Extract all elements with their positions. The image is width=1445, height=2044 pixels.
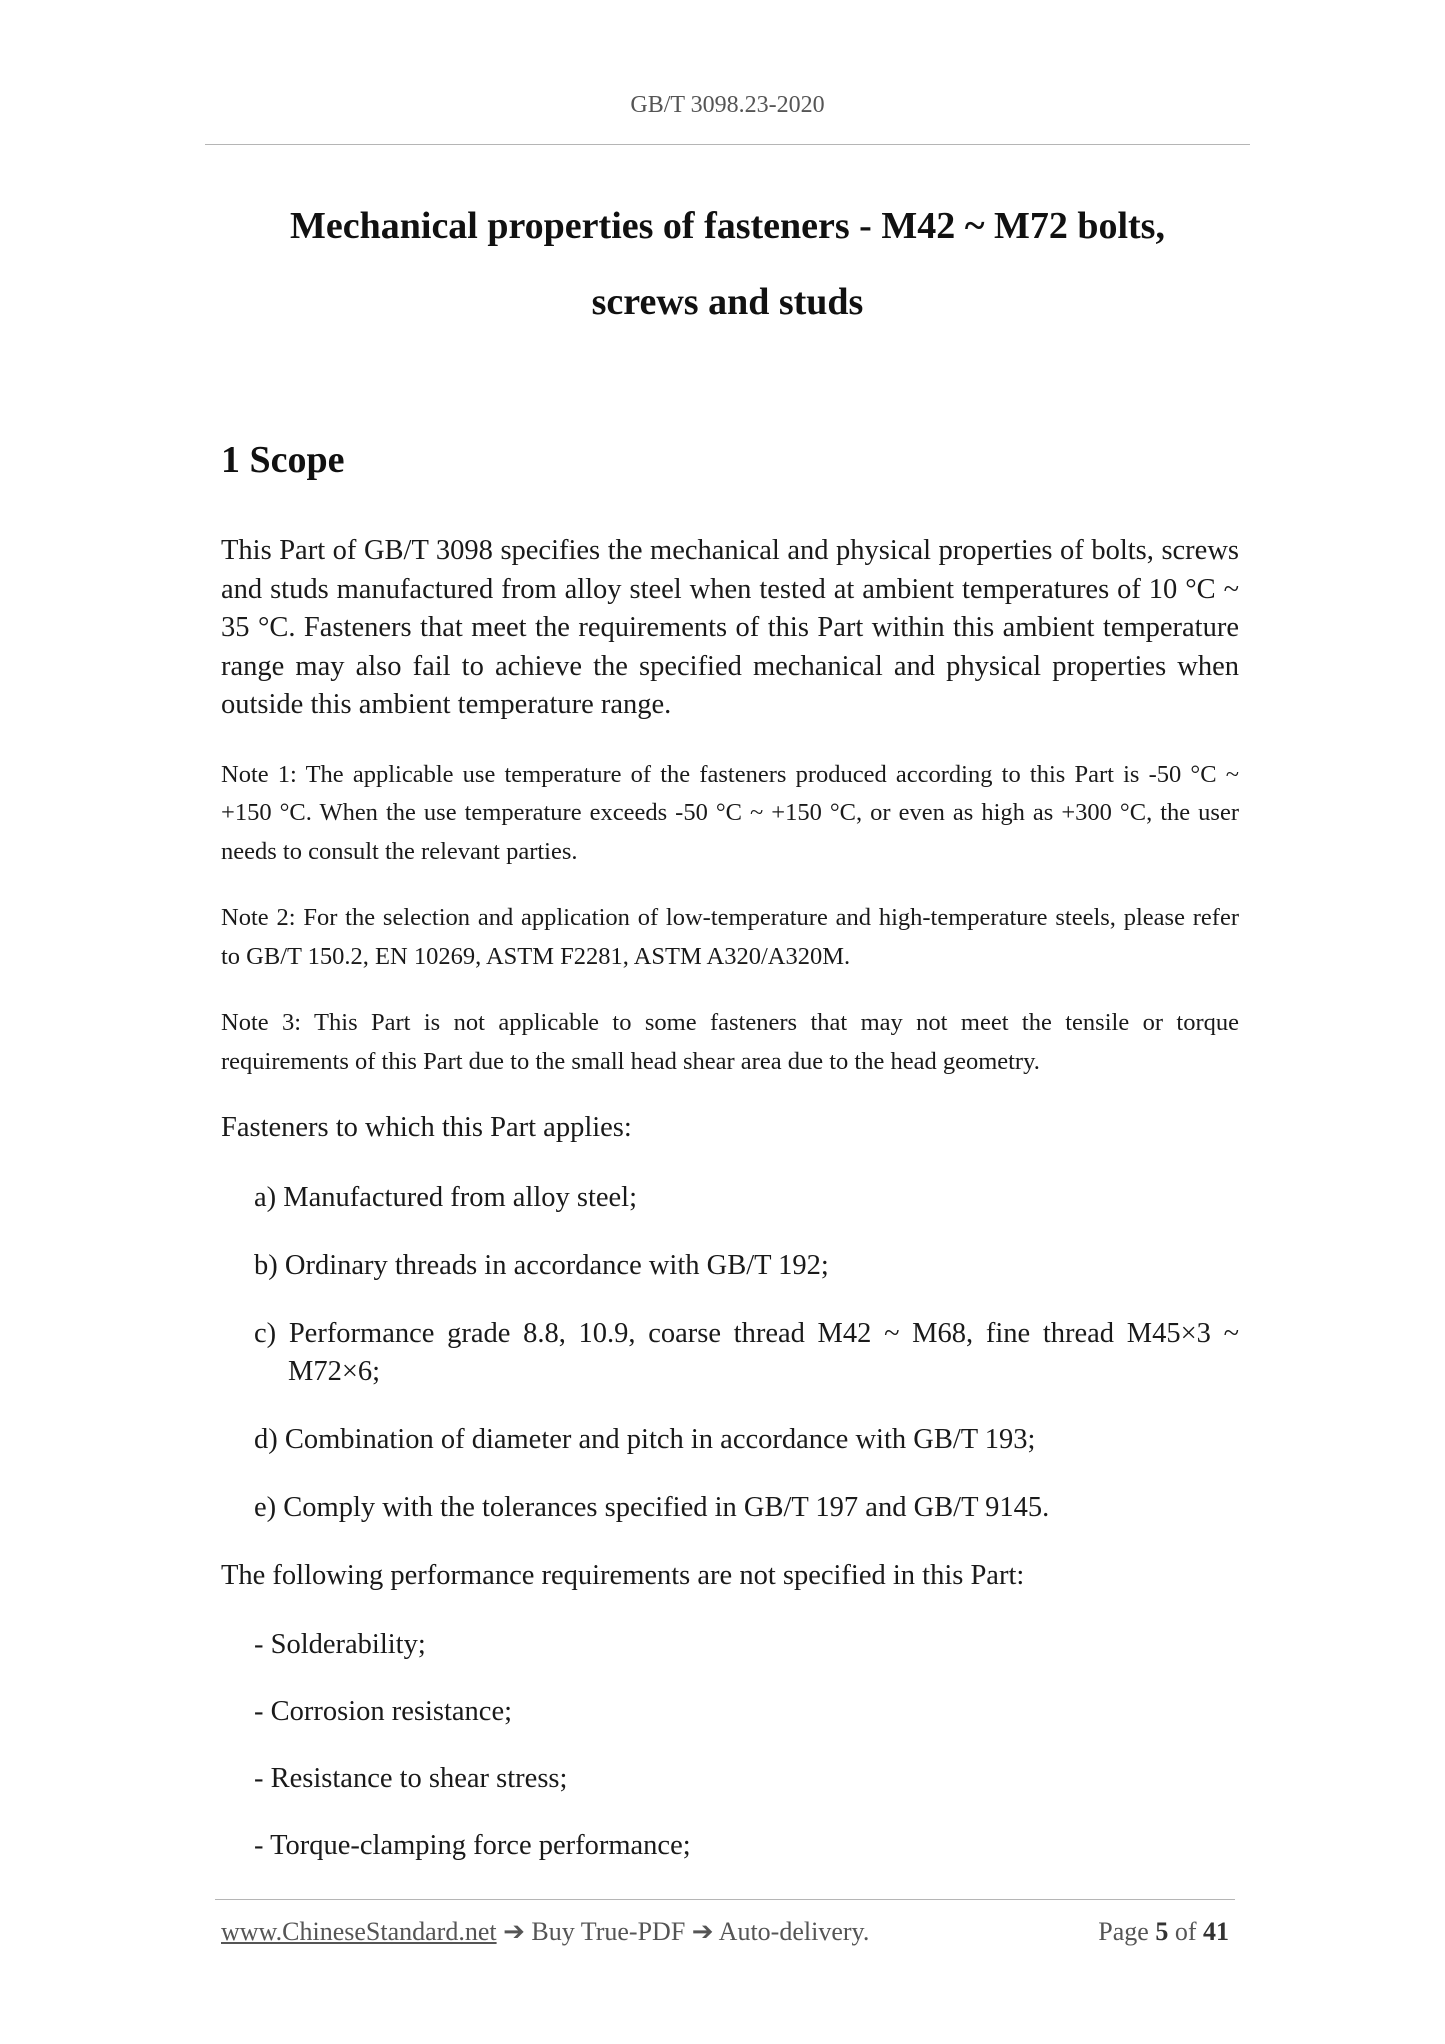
footer-promo [221,1917,869,1947]
list-item: d) Combination of diameter and pitch in accordance with GB/T 193; [254,1423,1036,1455]
arrow-right-icon: ➔ [503,1917,525,1946]
page-total: 41 [1203,1917,1229,1946]
applies-list [221,1179,1239,1527]
list-item: - Solderability; [254,1629,426,1660]
not-specified-list [221,1626,1239,1865]
document-title-line-2: screws and studs [591,281,864,323]
page-current: 5 [1155,1917,1169,1946]
buy-text: Buy True-PDF [531,1917,686,1946]
document-title-line-1: Mechanical properties of fasteners - M42 ~ M72 bolts, [290,205,1165,247]
list-item: a) Manufactured from alloy steel; [254,1181,638,1213]
list-item: e) Comply with the tolerances specified in GB/T 197 and GB/T 9145. [254,1491,1050,1523]
delivery-text: Auto-delivery. [718,1917,870,1946]
footer-divider [215,1899,1235,1900]
list-item: b) Ordinary threads in accordance with GB/T 192; [254,1249,829,1281]
not-specified-intro: The following performance requirements are not specified in this Part: [221,1559,1025,1591]
note-2: Note 2: For the selection and application of low-temperature and high-temperature steels, please refer to GB/T 150.2, EN 10269, ASTM F2281, ASTM A320/A320M. [221,904,1239,970]
list-item: - Torque-clamping force performance; [254,1830,691,1861]
scope-paragraph: This Part of GB/T 3098 specifies the mechanical and physical properties of bolts, screws and studs manufactured from alloy steel when tested at ambient temperatures of 10 °C ~ 35 °C. Fasteners that meet the requirements of this Part within this ambient temperature range may also fail to achieve the specified mechanical and physical properties when outside this ambient temperature range. [221,535,1239,720]
section-heading: 1 Scope [221,439,345,481]
note-3: Note 3: This Part is not applicable to some fasteners that may not meet the tensile or torque requirements of this Part due to the small head shear area due to the head geometry. [221,1009,1239,1075]
page-label: Page [1098,1917,1149,1946]
document-title [205,188,1250,340]
page-number [1098,1917,1229,1947]
list-item: - Resistance to shear stress; [254,1763,568,1794]
website-link[interactable]: www.ChineseStandard.net [221,1917,497,1946]
note-1: Note 1: The applicable use temperature of the fasteners produced according to this Part is -50 °C ~ +150 °C. When the use temperature exceeds -50 °C ~ +150 °C, or even as high as +300 °C, the user needs to consult the relevant parties. [221,760,1239,865]
list-item: - Corrosion resistance; [254,1696,513,1727]
header-divider [205,144,1250,145]
section-body [221,532,1239,1894]
applies-intro: Fasteners to which this Part applies: [221,1112,632,1143]
arrow-right-icon: ➔ [691,1917,714,1946]
page-of-label: of [1174,1917,1197,1946]
list-item: c) Performance grade 8.8, 10.9, coarse thread M42 ~ M68, fine thread M45×3 ~ M72×6; [254,1317,1239,1387]
page-header: GB/T 3098.23-2020 [630,92,825,118]
